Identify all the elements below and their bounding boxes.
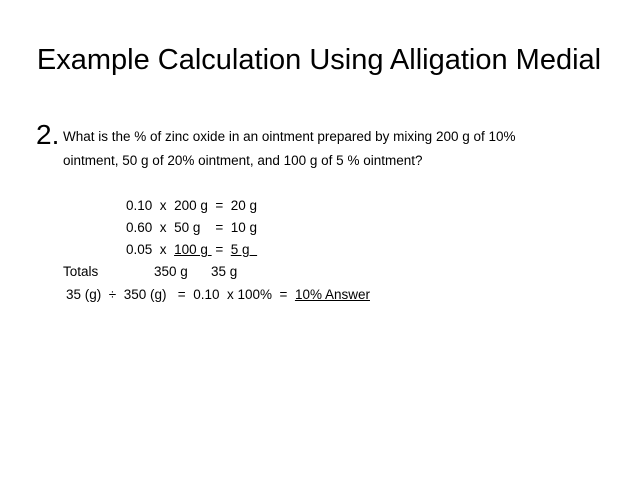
question-text-line2: ointment, 50 g of 20% ointment, and 100 g of 5 % ointment?	[63, 153, 423, 168]
calc-equals: =	[215, 198, 224, 213]
calc-operator: x	[159, 242, 167, 257]
question-text-line1: What is the % of zinc oxide in an ointment prepared by mixing 200 g of 10%	[63, 129, 516, 144]
total-amount: 350 g	[154, 264, 188, 279]
slide-title: Example Calculation Using Alligation Medial	[36, 44, 602, 76]
calc-factor: 0.05	[126, 242, 153, 257]
final-equals-1: =	[177, 287, 186, 302]
calc-equals: =	[215, 220, 224, 235]
question-number: 2.	[36, 119, 60, 150]
calc-result: 20 g	[230, 198, 258, 213]
calc-factor: 0.60	[126, 220, 153, 235]
calc-result-underlined: 5 g	[230, 242, 250, 257]
final-answer: 10% Answer	[294, 287, 370, 302]
totals-label: Totals	[63, 264, 99, 279]
final-denominator: 350 (g)	[123, 287, 167, 302]
calc-row-2	[126, 219, 257, 237]
calc-operator: x	[159, 220, 167, 235]
calc-amount: 200 g	[174, 198, 208, 213]
final-equals-2: =	[279, 287, 288, 302]
final-times: x 100%	[226, 287, 273, 302]
calc-row-3	[126, 241, 257, 259]
calc-result: 10 g	[230, 220, 258, 235]
final-calculation	[66, 286, 370, 304]
calc-row-1	[126, 197, 257, 215]
calc-operator: x	[159, 198, 167, 213]
calc-amount-underlined: 100 g	[174, 242, 208, 257]
final-value: 0.10	[193, 287, 220, 302]
total-result: 35 g	[211, 264, 238, 279]
calc-factor: 0.10	[126, 198, 153, 213]
divide-symbol: ÷	[108, 287, 117, 302]
final-numerator: 35 (g)	[66, 287, 102, 302]
calc-amount: 50 g	[174, 220, 201, 235]
calc-equals: =	[215, 242, 224, 257]
